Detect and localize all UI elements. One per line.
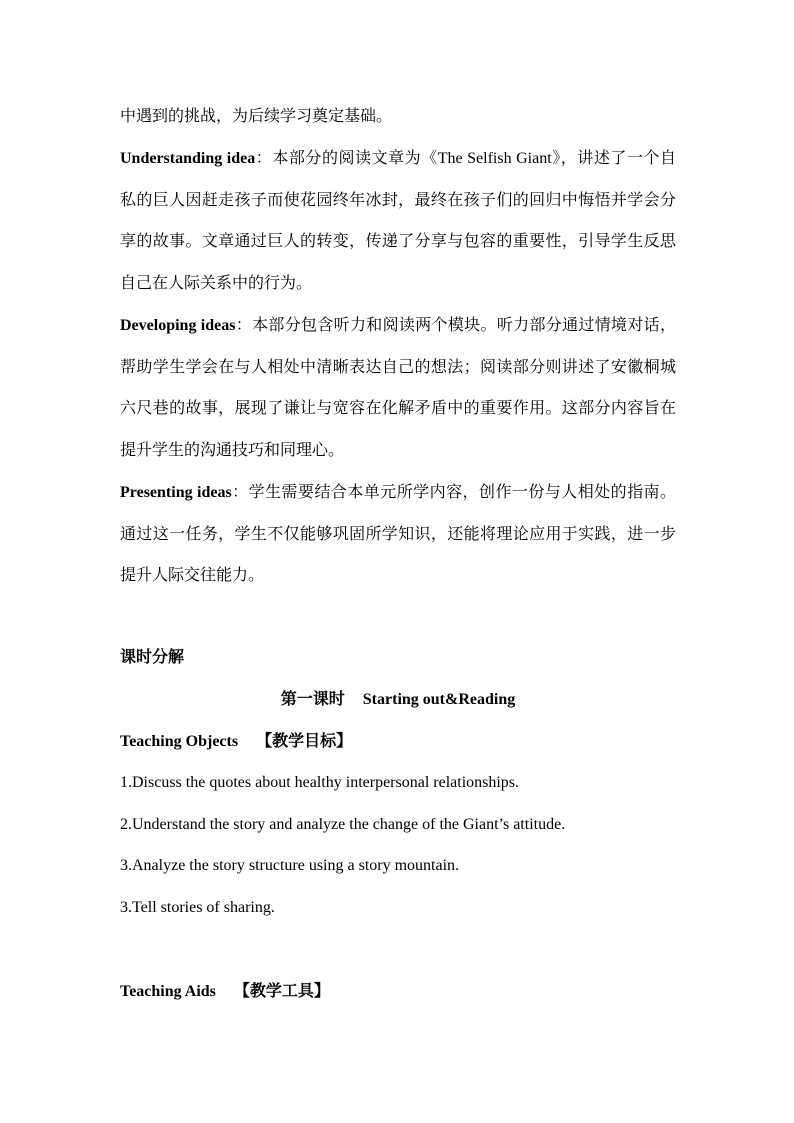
teaching-aids-heading — [120, 981, 330, 1003]
teaching-objects-label-cn: 【教学目标】 — [256, 733, 353, 750]
developing-text: ：本部分包含听力和阅读两个模块。听力部分通过情境对话，帮助学生学会在与人相处中清晰表达自己的想法；阅读部分则讲述了安徽桐城六尺巷的故事，展现了谦让与宽容在化解矛盾中的重要作用。这部分内容旨在提升学生的沟通技巧和同理心。 — [120, 317, 676, 460]
intro-paragraph — [120, 96, 676, 138]
presenting-label: Presenting ideas — [120, 484, 232, 501]
presenting-text: ：学生需要结合本单元所学内容，创作一份与人相处的指南。通过这一任务，学生不仅能够巩固所学知识，还能将理论应用于实践，进一步提升人际交往能力。 — [120, 484, 676, 585]
lesson-title — [120, 689, 676, 711]
teaching-objects-heading — [120, 731, 352, 753]
presenting-paragraph — [120, 472, 676, 597]
developing-label: Developing ideas — [120, 317, 236, 334]
understanding-text: ：本部分的阅读文章为《The Selfish Giant》，讲述了一个自私的巨人因赶走孩子而使花园终年冰封，最终在孩子们的回归中悔悟并学会分享的故事。文章通过巨人的转变，传递了分享与包容的重要性，引导学生反思自己在人际关系中的行为。 — [120, 150, 676, 293]
understanding-label: Understanding idea — [120, 150, 256, 167]
intro-text: 中遇到的挑战，为后续学习奠定基础。 — [120, 108, 393, 125]
objective-item: 3.Analyze the story structure using a story mountain. — [120, 857, 460, 874]
objective-item: 2.Understand the story and analyze the change of the Giant’s attitude. — [120, 816, 566, 833]
objective-item: 1.Discuss the quotes about healthy interpersonal relationships. — [120, 774, 520, 791]
understanding-paragraph — [120, 138, 676, 305]
lesson-period: 第一课时 — [280, 691, 345, 708]
teaching-aids-label-en: Teaching Aids — [120, 983, 216, 1000]
teaching-aids-label-cn: 【教学工具】 — [233, 983, 330, 1000]
section-heading: 课时分解 — [120, 649, 185, 666]
lesson-name: Starting out&Reading — [362, 691, 516, 708]
objective-item: 3.Tell stories of sharing. — [120, 899, 275, 916]
developing-paragraph — [120, 305, 676, 472]
teaching-objects-label-en: Teaching Objects — [120, 733, 239, 750]
